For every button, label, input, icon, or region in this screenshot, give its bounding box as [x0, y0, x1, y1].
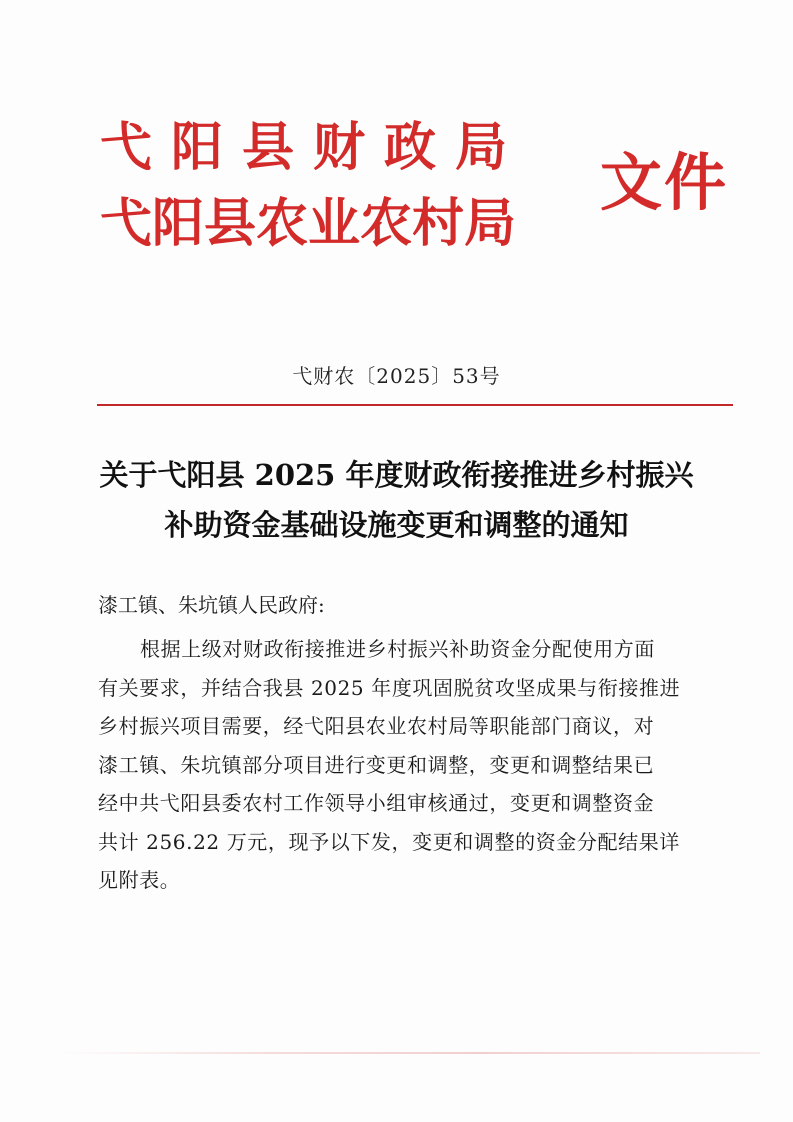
body-line: 共计 256.22 万元，现予以下发，变更和调整的资金分配结果详: [98, 829, 680, 854]
body-line: 经中共弋阳县委农村工作领导小组审核通过，变更和调整资金: [98, 791, 655, 815]
body-line: 有关要求，并结合我县 2025 年度巩固脱贫攻坚成果与衔接推进: [98, 675, 681, 700]
scan-bleed-artifact: [60, 1052, 760, 1054]
body-line: 见附表。: [98, 868, 181, 892]
notice-title: [70, 450, 723, 550]
title-line-2: 补助资金基础设施变更和调整的通知: [164, 508, 629, 542]
body-paragraph: [98, 630, 718, 900]
body-line: 根据上级对财政衔接推进乡村振兴补助资金分配使用方面: [140, 637, 655, 661]
document-type-label: 文件: [600, 146, 729, 219]
addressee: 漆工镇、朱坑镇人民政府:: [98, 593, 325, 617]
issuing-agency-finance-bureau: 弋阳县财政局: [100, 118, 527, 178]
red-header: [100, 118, 740, 268]
document-number: 弋财农〔2025〕53号: [292, 364, 501, 388]
issuing-agency-agriculture-bureau: 弋阳县农业农村局: [100, 194, 517, 254]
body-line: 乡村振兴项目需要，经弋阳县农业农村局等职能部门商议，对: [98, 714, 655, 738]
body-line: 漆工镇、朱坑镇部分项目进行变更和调整，变更和调整结果已: [98, 752, 655, 777]
title-line-1: 关于弋阳县 2025 年度财政衔接推进乡村振兴: [99, 458, 694, 492]
red-separator-line: [97, 404, 733, 406]
